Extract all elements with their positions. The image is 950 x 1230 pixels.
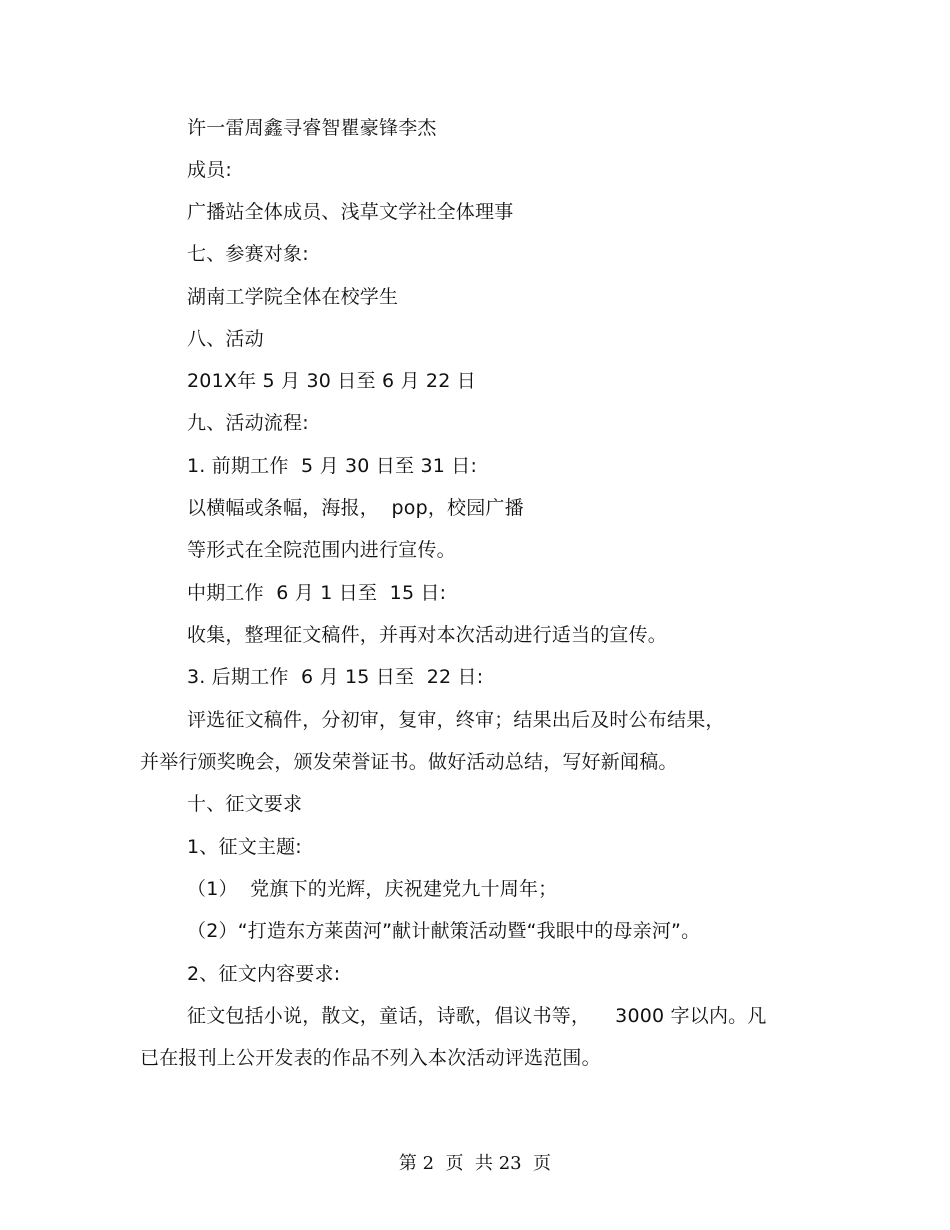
text-line: 广播站全体成员、浅草文学社全体理事 <box>187 201 514 223</box>
text-line: 1. 前期工作 5 月 30 日至 31 日: <box>187 455 478 477</box>
section-heading: 九、活动流程: <box>187 412 309 434</box>
text-line: 成员: <box>187 159 233 181</box>
text-line: 等形式在全院范围内进行宣传。 <box>187 539 456 561</box>
text-line: 201X年 5 月 30 日至 6 月 22 日 <box>187 370 476 392</box>
text-line: （2）“打造东方莱茵河”献计献策活动暨“我眼中的母亲河”。 <box>187 920 701 942</box>
text-line: 许一雷周鑫寻睿智瞿豪锋李杰 <box>187 117 437 139</box>
text-line: 3. 后期工作 6 月 15 日至 22 日: <box>187 666 484 688</box>
text-line: （1） 党旗下的光辉，庆祝建党九十周年； <box>187 878 558 900</box>
text-line: 已在报刊上公开发表的作品不列入本次活动评选范围。 <box>140 1047 601 1069</box>
section-heading: 八、活动 <box>187 328 264 350</box>
text-line: 并举行颁奖晚会，颁发荣誉证书。做好活动总结，写好新闻稿。 <box>140 751 678 773</box>
text-line: 评选征文稿件，分初审，复审，终审；结果出后及时公布结果， <box>187 709 725 731</box>
text-line: 1、征文主题: <box>187 836 302 858</box>
text-line: 征文包括小说，散文，童话，诗歌，倡议书等， 3000 字以内。凡 <box>187 1005 767 1027</box>
text-line: 收集，整理征文稿件，并再对本次活动进行适当的宣传。 <box>187 624 668 646</box>
section-heading: 十、征文要求 <box>187 793 303 815</box>
page-number-footer: 第 2 页 共 23 页 <box>398 1153 552 1174</box>
text-line: 中期工作 6 月 1 日至 15 日: <box>187 582 447 604</box>
text-line: 2、征文内容要求: <box>187 963 341 985</box>
text-line: 湖南工学院全体在校学生 <box>187 286 399 308</box>
section-heading: 七、参赛对象: <box>187 243 309 265</box>
text-line: 以横幅或条幅，海报， pop，校园广播 <box>187 497 524 519</box>
